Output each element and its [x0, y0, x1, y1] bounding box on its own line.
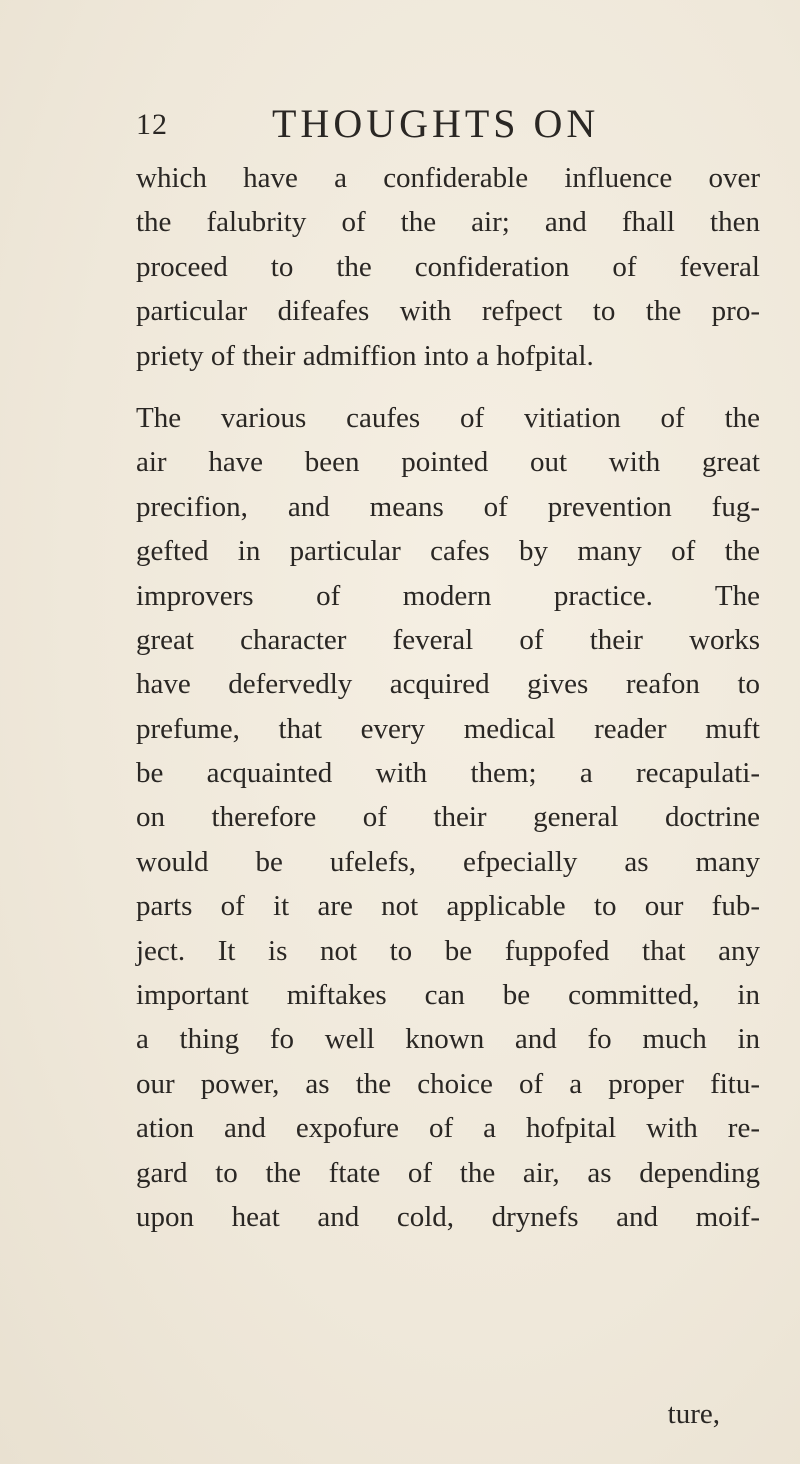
- text-line: upon heat and cold, drynefs and moif-: [136, 1200, 760, 1233]
- text-line: have defervedly acquired gives reafon to: [136, 668, 760, 701]
- body-text: [136, 156, 760, 1239]
- running-title: THOUGHTS ON: [272, 101, 600, 146]
- text-line: priety of their admiffion into a hofpital.: [136, 339, 594, 372]
- text-line: The various caufes of vitiation of the: [136, 401, 760, 434]
- paragraph-1: [136, 156, 760, 378]
- page-number: 12: [136, 108, 168, 141]
- text-line: ation and expofure of a hofpital with re-: [136, 1112, 760, 1145]
- text-line: ject. It is not to be fuppofed that any: [136, 934, 760, 967]
- text-line: proceed to the confideration of feveral: [136, 250, 760, 283]
- catchword: ture,: [667, 1398, 720, 1430]
- text-line: our power, as the choice of a proper fitu-: [136, 1067, 760, 1100]
- text-line: important miftakes can be committed, in: [136, 979, 760, 1012]
- text-line: particular difeafes with refpect to the pro-: [136, 295, 760, 328]
- text-line: on therefore of their general doctrine: [136, 801, 760, 834]
- text-line: the falubrity of the air; and fhall then: [136, 206, 760, 239]
- text-line: a thing fo well known and fo much in: [136, 1023, 760, 1056]
- text-line: precifion, and means of prevention fug-: [136, 490, 760, 523]
- text-line: gefted in particular cafes by many of the: [136, 535, 760, 568]
- text-line: improvers of modern practice. The: [136, 579, 760, 612]
- text-line: parts of it are not applicable to our fub-: [136, 890, 760, 923]
- paragraph-2: [136, 396, 760, 1239]
- text-line: which have a confiderable influence over: [136, 162, 760, 194]
- text-line: air have been pointed out with great: [136, 446, 760, 479]
- text-line: gard to the ftate of the air, as depending: [136, 1156, 760, 1189]
- text-line: great character feveral of their works: [136, 623, 760, 656]
- text-line: prefume, that every medical reader muft: [136, 712, 760, 745]
- running-head: [136, 100, 756, 150]
- text-line: be acquainted with them; a recapulati-: [136, 757, 760, 790]
- text-line: would be ufelefs, efpecially as many: [136, 845, 760, 878]
